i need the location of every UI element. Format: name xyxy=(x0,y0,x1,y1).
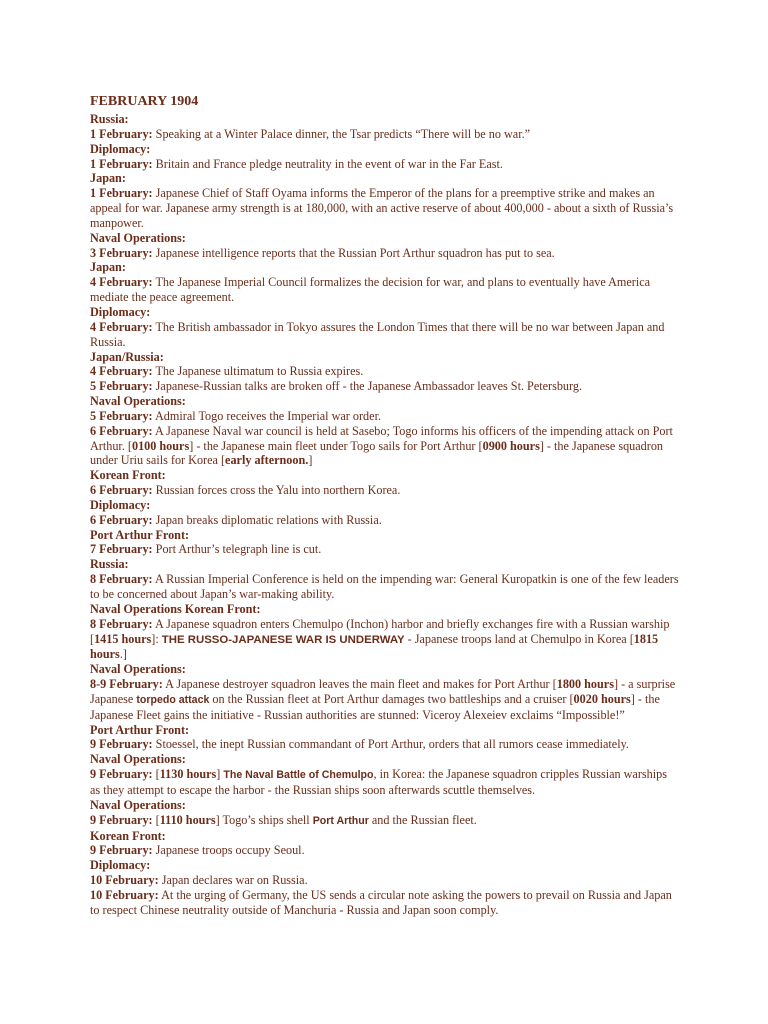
entry-text: Stoessel, the inept Russian commandant of Port Arthur, orders that all rumors cease immediately. xyxy=(152,737,629,752)
entry-text: Admiral Togo receives the Imperial war order. xyxy=(152,408,381,423)
entry-date: 8 February: xyxy=(90,616,153,631)
entry-text: A Japanese squadron enters Chemulpo (Inchon) harbor and briefly exchanges fire with a Russian warship [ xyxy=(90,616,670,646)
entry-date: 1 February: xyxy=(90,156,153,171)
entry-date: 6 February: xyxy=(90,483,153,498)
section-heading: Naval Operations: xyxy=(90,752,186,767)
section-heading: Diplomacy: xyxy=(90,497,151,512)
entry xyxy=(90,888,680,918)
time-marker: early afternoon. xyxy=(225,453,309,468)
section-heading: Japan: xyxy=(90,260,126,275)
entry-date: 4 February: xyxy=(90,319,153,334)
page-title: FEBRUARY 1904 xyxy=(90,94,199,109)
time-marker: 1130 hours xyxy=(159,767,217,782)
entry-date: 8 February: xyxy=(90,572,153,587)
section-heading: Port Arthur Front: xyxy=(90,527,190,542)
entry-text: and the Russian fleet. xyxy=(368,812,477,827)
entry xyxy=(90,468,680,498)
entry xyxy=(90,602,680,662)
section-heading: Korean Front: xyxy=(90,468,166,483)
entry-text: ] - the Japanese main fleet under Togo sails for Port Arthur [ xyxy=(189,438,483,453)
entry-text: At the urging of Germany, the US sends a circular note asking the powers to prevail on Russia and Japan to respect Chinese neutrality outside of Manchuria - Russia and Japan soon comply. xyxy=(90,887,672,917)
entry xyxy=(90,829,680,859)
section-heading: Naval Operations: xyxy=(90,230,186,245)
entry-date: 9 February: xyxy=(90,737,153,752)
entry-text: ]: xyxy=(151,631,162,646)
entry xyxy=(90,557,680,602)
section-heading: Russia: xyxy=(90,112,129,126)
entry-date: 5 February: xyxy=(90,408,153,423)
entry-text: [ xyxy=(152,812,160,827)
time-marker: 1110 hours xyxy=(159,812,216,827)
entry xyxy=(90,424,680,469)
entry-text: ] - the Japanese Fleet gains the initiative - Russian authorities are stunned: Viceroy Alexeiev exclaims “Impossible!” xyxy=(90,691,660,722)
entry-text: Japan breaks diplomatic relations with Russia. xyxy=(152,512,382,527)
entry-date: 1 February: xyxy=(90,186,153,201)
entry-text: on the Russian fleet at Port Arthur damages two battleships and a cruiser [ xyxy=(209,691,574,706)
entry-text: - Japanese troops land at Chemulpo in Korea [ xyxy=(404,631,634,646)
entry-text: Japanese Chief of Staff Oyama informs the Emperor of the plans for a preemptive strike and makes an appeal for war. Japanese army strength is at 180,000, with an active reserve of about 400,000 - about a sixth of Russia’s manpower. xyxy=(90,186,674,230)
entry-text: Japanese-Russian talks are broken off - the Japanese Ambassador leaves St. Petersburg. xyxy=(152,379,583,394)
entry-date: 6 February: xyxy=(90,423,153,438)
time-marker: 0900 hours xyxy=(482,438,540,453)
entry-text: Speaking at a Winter Palace dinner, the Tsar predicts “There will be no war.” xyxy=(152,126,531,141)
entry-date: 10 February: xyxy=(90,873,159,888)
entry xyxy=(90,379,680,394)
torpedo-attack-link[interactable]: torpedo attack xyxy=(136,693,210,706)
section-heading: Diplomacy: xyxy=(90,141,151,156)
entry xyxy=(90,112,680,142)
entry-text: ] Togo’s ships shell xyxy=(215,812,313,827)
entry-date: 9 February: xyxy=(90,767,153,782)
entry-text: The British ambassador in Tokyo assures the London Times that there will be no war between Japan and Russia. xyxy=(90,319,665,349)
entry xyxy=(90,752,680,798)
entry-text: A Japanese Naval war council is held at Sasebo; Togo informs his officers of the impending attack on Port Arthur. [ xyxy=(90,423,673,453)
entry-text: ] xyxy=(308,453,313,468)
entry-text: A Japanese destroyer squadron leaves the main fleet and makes for Port Arthur [ xyxy=(162,677,557,692)
entry-text: ] xyxy=(216,767,224,782)
section-heading: Russia: xyxy=(90,557,129,572)
entry-date: 7 February: xyxy=(90,542,153,557)
section-heading: Korean Front: xyxy=(90,828,166,843)
entry xyxy=(90,171,680,230)
entry-date: 9 February: xyxy=(90,843,153,858)
entry-text: , in Korea: the Japanese squadron cripples Russian warships as they attempt to escape the harbor - the Russian ships soon afterwards scuttle themselves. xyxy=(90,767,667,797)
entry-date: 4 February: xyxy=(90,275,153,290)
entry xyxy=(90,305,680,350)
entry xyxy=(90,723,680,753)
section-heading: Port Arthur Front: xyxy=(90,722,190,737)
section-heading: Naval Operations: xyxy=(90,797,186,812)
entry xyxy=(90,142,680,172)
entry-text: .] xyxy=(119,647,127,662)
entry-text: Japan declares war on Russia. xyxy=(158,873,308,888)
time-marker: 1815 hours xyxy=(90,631,659,662)
entry xyxy=(90,394,680,424)
entry-text: Russian forces cross the Yalu into northern Korea. xyxy=(152,483,401,498)
entry xyxy=(90,662,680,722)
entry-text: Britain and France pledge neutrality in the event of war in the Far East. xyxy=(152,156,503,171)
entry-date: 1 February: xyxy=(90,126,153,141)
entry-date: 10 February: xyxy=(90,887,159,902)
entry xyxy=(90,528,680,558)
entry xyxy=(90,858,680,888)
section-heading: Naval Operations: xyxy=(90,394,186,409)
section-heading: Diplomacy: xyxy=(90,304,151,319)
section-heading: Naval Operations Korean Front: xyxy=(90,601,261,616)
entry-date: 8-9 February: xyxy=(90,677,163,692)
entry-date: 6 February: xyxy=(90,512,153,527)
entry-text: The Japanese Imperial Council formalizes the decision for war, and plans to eventually have America mediate the peace agreement. xyxy=(90,275,651,305)
entry-date: 3 February: xyxy=(90,245,153,260)
entry xyxy=(90,260,680,305)
section-heading: Diplomacy: xyxy=(90,858,151,873)
entry-text: The Japanese ultimatum to Russia expires. xyxy=(152,364,364,379)
time-marker: 0100 hours xyxy=(131,438,190,453)
entry-text: Port Arthur’s telegraph line is cut. xyxy=(152,542,322,557)
entry xyxy=(90,231,680,261)
document-page xyxy=(90,93,680,918)
time-marker: 0020 hours xyxy=(573,691,631,706)
section-heading: Japan: xyxy=(90,171,126,186)
entry xyxy=(90,498,680,528)
entry-date: 5 February: xyxy=(90,379,153,394)
section-heading: Naval Operations: xyxy=(90,662,186,677)
entry-text: Japanese intelligence reports that the Russian Port Arthur squadron has put to sea. xyxy=(152,245,555,260)
battle-of-chemulpo-link[interactable]: The Naval Battle of Chemulpo xyxy=(223,769,374,782)
entry-date: 4 February: xyxy=(90,364,153,379)
time-marker: 1415 hours xyxy=(94,631,152,646)
entry-date: 9 February: xyxy=(90,812,153,827)
entry-text: A Russian Imperial Conference is held on the impending war: General Kuropatkin is one of the few leaders to be concerned about Japan’s war-making ability. xyxy=(90,572,679,601)
entry xyxy=(90,350,680,380)
entry-text: [ xyxy=(152,767,160,782)
entry-text: Japanese troops occupy Seoul. xyxy=(152,843,305,858)
war-announcement: THE RUSSO-JAPANESE WAR IS UNDERWAY xyxy=(161,633,405,646)
port-arthur-link[interactable]: Port Arthur xyxy=(312,814,369,827)
entry-text: ] - a surprise Japanese xyxy=(90,677,676,706)
entry-text: ] - the Japanese squadron under Uriu sails for Korea [ xyxy=(90,438,664,468)
section-heading: Japan/Russia: xyxy=(90,349,164,364)
time-marker: 1800 hours xyxy=(556,677,614,692)
entry xyxy=(90,798,680,829)
